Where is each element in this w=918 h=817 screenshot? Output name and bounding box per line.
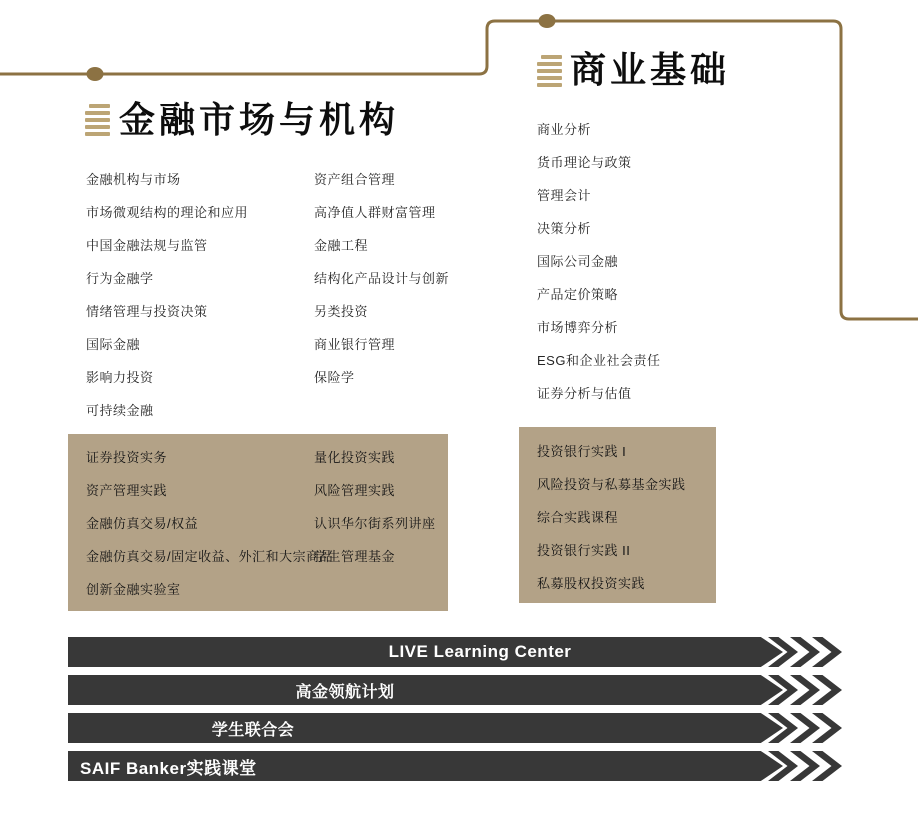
practice-item: 投资银行实践 I — [537, 444, 627, 459]
practice-item: 投资银行实践 II — [537, 543, 631, 558]
practice-item: 金融仿真交易/固定收益、外汇和大宗商品 — [86, 549, 334, 564]
timeline-dot-left — [87, 67, 104, 81]
course-item: 国际金融 — [86, 337, 141, 352]
finance-practice-column-2 — [314, 440, 436, 572]
course-item: 管理会计 — [537, 188, 592, 203]
practice-item: 创新金融实验室 — [86, 582, 181, 597]
section-title-business-fundamentals: 商业基础 — [570, 50, 731, 91]
banner-bar — [68, 675, 783, 705]
course-item: ESG和企业社会责任 — [537, 353, 661, 368]
practice-item: 综合实践课程 — [537, 510, 619, 525]
course-item: 影响力投资 — [86, 370, 154, 385]
timeline-dot-right — [539, 14, 556, 28]
banner-label: 高金领航计划 — [295, 683, 395, 701]
finance-practice-box — [68, 434, 448, 611]
practice-item: 资产管理实践 — [86, 483, 168, 498]
course-item: 决策分析 — [537, 221, 592, 236]
business-course-column — [537, 112, 660, 409]
course-item: 情绪管理与投资决策 — [86, 304, 208, 319]
course-item: 行为金融学 — [86, 271, 154, 286]
list-lines-icon — [537, 55, 562, 87]
course-item: 资产组合管理 — [314, 172, 396, 187]
course-item: 货币理论与政策 — [537, 155, 632, 170]
practice-item: 学生管理基金 — [314, 549, 396, 564]
practice-item: 证券投资实务 — [86, 450, 168, 465]
practice-item: 量化投资实践 — [314, 450, 396, 465]
course-item: 中国金融法规与监管 — [86, 238, 208, 253]
course-item: 保险学 — [314, 370, 355, 385]
practice-item: 风险投资与私募基金实践 — [537, 477, 686, 492]
course-item: 产品定价策略 — [537, 287, 619, 302]
finance-practice-column-1 — [86, 440, 333, 605]
business-practice-column — [537, 434, 686, 599]
business-practice-box — [519, 427, 716, 603]
banner-label: SAIF Banker实践课堂 — [80, 758, 257, 778]
banner-label: 学生联合会 — [211, 721, 295, 739]
section-title-financial-markets: 金融市场与机构 — [119, 100, 400, 141]
course-item: 金融工程 — [314, 238, 369, 253]
course-item: 市场博弈分析 — [537, 320, 619, 335]
course-item: 市场微观结构的理论和应用 — [86, 205, 249, 220]
list-lines-icon — [85, 104, 110, 136]
course-item: 商业分析 — [537, 122, 592, 137]
practice-item: 私募股权投资实践 — [537, 576, 646, 591]
course-item: 结构化产品设计与创新 — [314, 271, 450, 286]
banner-label: LIVE Learning Center — [388, 642, 572, 661]
course-item: 国际公司金融 — [537, 254, 619, 269]
course-item: 金融机构与市场 — [86, 172, 181, 187]
course-item: 商业银行管理 — [314, 337, 396, 352]
finance-course-column-2 — [314, 162, 449, 393]
course-item: 高净值人群财富管理 — [314, 205, 436, 220]
practice-item: 认识华尔街系列讲座 — [314, 516, 436, 531]
practice-item: 风险管理实践 — [314, 483, 396, 498]
banner-bar — [68, 713, 783, 743]
course-item: 另类投资 — [314, 304, 369, 319]
course-item: 可持续金融 — [86, 403, 154, 418]
practice-item: 金融仿真交易/权益 — [86, 516, 199, 531]
finance-course-column-1 — [86, 162, 248, 426]
course-item: 证券分析与估值 — [537, 386, 632, 401]
